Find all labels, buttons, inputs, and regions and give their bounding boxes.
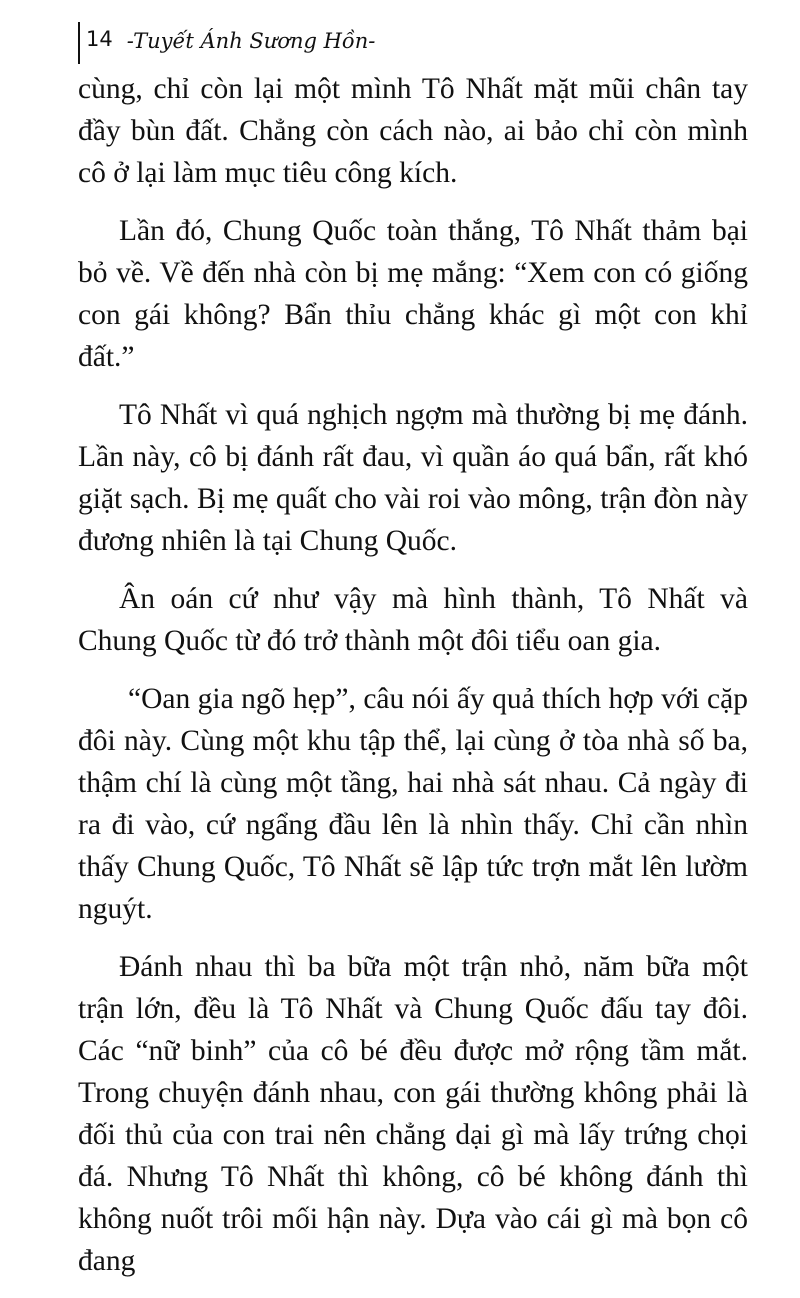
paragraph: Ân oán cứ như vậy mà hình thành, Tô Nhất và Chung Quốc từ đó trở thành một đôi tiểu oan gia. bbox=[78, 583, 748, 657]
paragraph: “Oan gia ngõ hẹp”, câu nói ấy quả thích hợp với cặp đôi này. Cùng một khu tập thể, lại cùng ở tòa nhà số ba, thậm chí là cùng một tầng, hai nhà sát nhau. Cả ngày đi ra đi vào, cứ ngẩng đầu lên là nhìn thấy. Chỉ cần nhìn thấy Chung Quốc, Tô Nhất sẽ lập tức trợn mắt lên lườm nguýt. bbox=[78, 683, 748, 925]
paragraph: Tô Nhất vì quá nghịch ngợm mà thường bị mẹ đánh. Lần này, cô bị đánh rất đau, vì quần áo quá bẩn, rất khó giặt sạch. Bị mẹ quất cho vài roi vào mông, trận đòn này đương nhiên là tại Chung Quốc. bbox=[78, 399, 748, 557]
paragraph: Đánh nhau thì ba bữa một trận nhỏ, năm bữa một trận lớn, đều là Tô Nhất và Chung Quốc đấu tay đôi. Các “nữ binh” của cô bé đều được mở rộng tầm mắt. Trong chuyện đánh nhau, con gái thường không phải là đối thủ của con trai nên chẳng dại gì mà lấy trứng chọi đá. Nhưng Tô Nhất thì không, cô bé không đánh thì không nuốt trôi mối hận này. Dựa vào cái gì mà bọn cô đang bbox=[78, 951, 748, 1277]
paragraph: cùng, chỉ còn lại một mình Tô Nhất mặt mũi chân tay đầy bùn đất. Chẳng còn cách nào, ai bảo chỉ còn mình cô ở lại làm mục tiêu công kích. bbox=[78, 73, 748, 189]
paragraph: Lần đó, Chung Quốc toàn thắng, Tô Nhất thảm bại bỏ về. Về đến nhà còn bị mẹ mắng: “Xem con có giống con gái không? Bẩn thỉu chẳng khác gì một con khỉ đất.” bbox=[78, 215, 748, 373]
page-header bbox=[78, 18, 375, 68]
page-number: 14 bbox=[86, 27, 113, 51]
running-title: -Tuyết Ánh Sương Hồn- bbox=[126, 29, 376, 53]
header-rule bbox=[78, 22, 80, 64]
body-text bbox=[78, 68, 748, 1298]
